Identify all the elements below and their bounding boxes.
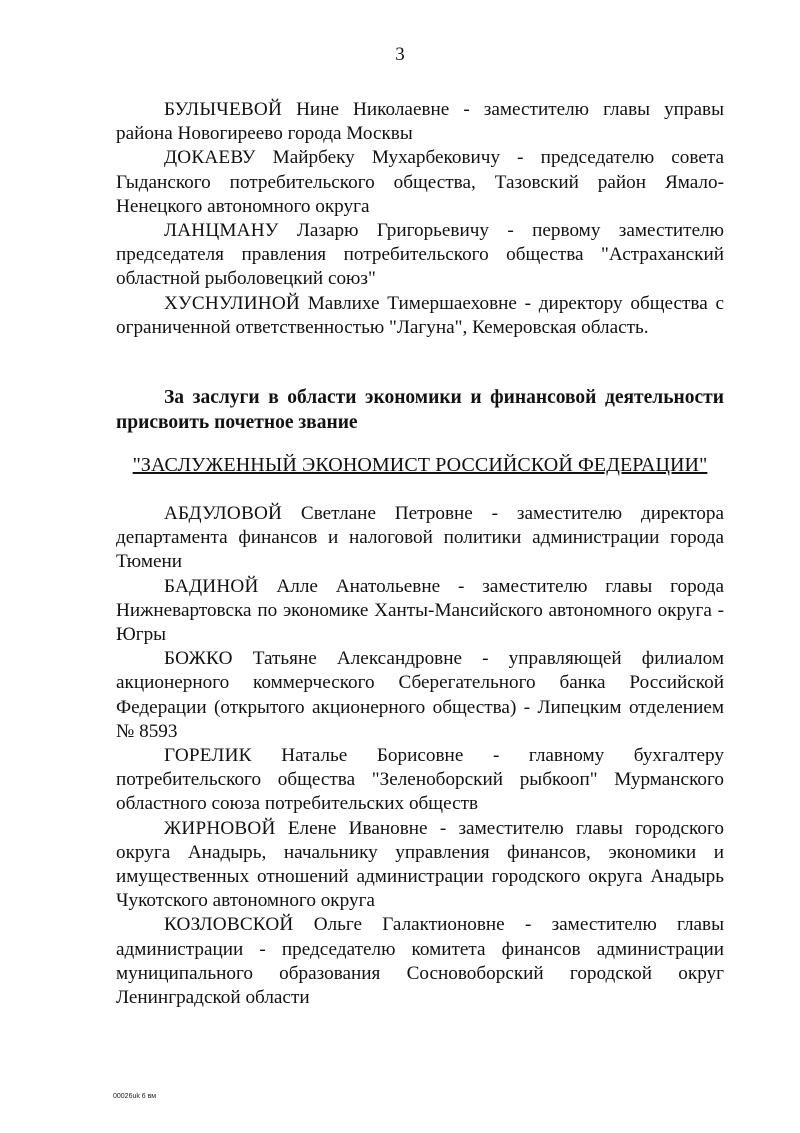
document-body (116, 98, 724, 1010)
awardee-surname: ЛАНЦМАНУ (164, 220, 279, 242)
awardee-details: Лазарю Григорьевичу - первому заместителю председателя правления потребительского общества "Астраханский областной рыболовецкий союз" (116, 220, 724, 290)
award-entry (116, 647, 724, 744)
awardee-surname: БУЛЫЧЕВОЙ (164, 99, 283, 120)
award-entry (116, 98, 724, 146)
awardee-details: Алле Анатольевне - заместителю главы города Нижневартовска по экономике Ханты-Мансийского автономного округа - Югры (116, 575, 724, 646)
award-entry (116, 219, 724, 292)
section-heading: За заслуги в области экономики и финансовой деятельности присвоить почетное звание (116, 387, 724, 434)
awardee-details: Майрбеку Мухарбековичу - председателю совета Гыданского потребительского общества, Тазовский район Ямало-Ненецкого автономного округа (116, 147, 724, 217)
award-entry (116, 502, 724, 575)
awardee-surname: ДОКАЕВУ (164, 147, 256, 169)
awardee-details: Татьяне Александровне - управляющей филиалом акционерного коммерческого Сберегательного банка Российской Федерации (открытого акционерного общества) - Липецким отделением № 8593 (116, 648, 724, 742)
award-list-2 (116, 502, 724, 1010)
awardee-details: Ольге Галактионовне - заместителю главы администрации - председателю комитета финансов администрации муниципального образования Сосновоборский городской округ Ленинградской области (116, 914, 724, 1009)
awardee-surname: БАДИНОЙ (164, 575, 259, 597)
awardee-details: Наталье Борисовне - главному бухгалтеру потребительского общества "Зеленоборский рыбкооп" Мурманского областного союза потребительских обществ (116, 745, 724, 815)
awardee-surname: КОЗЛОВСКОЙ (164, 914, 294, 936)
award-entry (116, 292, 724, 340)
honorary-title: "ЗАСЛУЖЕННЫЙ ЭКОНОМИСТ РОССИЙСКОЙ ФЕДЕРАЦИИ" (132, 454, 708, 477)
award-entry (116, 146, 724, 219)
awardee-surname: ГОРЕЛИК (164, 745, 252, 767)
footer-code: 00026uk 6 вм (113, 1093, 157, 1100)
awardee-surname: ЖИРНОВОЙ (164, 817, 276, 839)
award-entry (116, 913, 724, 1010)
awardee-surname: АБДУЛОВОЙ (164, 503, 283, 525)
awardee-details: Елене Ивановне - заместителю главы городского округа Анадырь, начальнику управления финансов, экономики и имущественных отношений администрации городского округа Анадырь Чукотского автономного округа (116, 817, 724, 912)
award-entry (116, 744, 724, 817)
awardee-details: Мавлихе Тимершаеховне - директору общества с ограниченной ответственностью "Лагуна", Кемеровская область. (116, 292, 724, 338)
awardee-surname: ХУСНУЛИНОЙ (164, 292, 300, 314)
page-number: 3 (395, 44, 405, 65)
awardee-surname: БОЖКО (164, 648, 233, 670)
award-entry (116, 575, 724, 648)
award-list-1 (116, 98, 724, 340)
awardee-details: Нине Николаевне - заместителю главы управы района Новогиреево города Москвы (116, 99, 724, 145)
awardee-details: Светлане Петровне - заместителю директора департамента финансов и налоговой политики администрации города Тюмени (116, 503, 724, 573)
award-entry (116, 817, 724, 914)
